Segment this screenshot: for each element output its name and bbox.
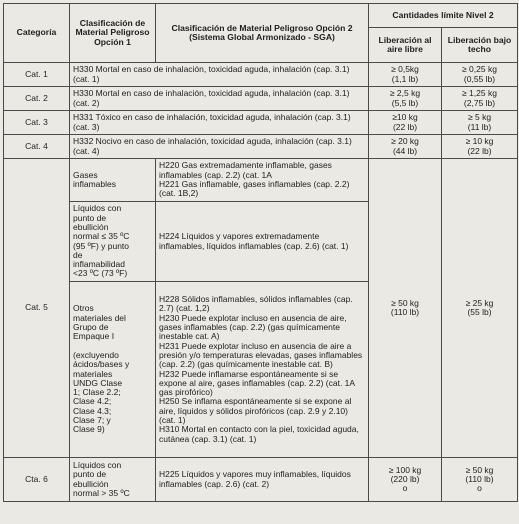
option-1-cell: Líquidos con punto de ebullición normal ≤ 35 ºC (95 ºF) y punto de inflamabilidad <23 ºC (73 ºF) [70,202,156,282]
category-cell: Cat. 1 [4,63,70,87]
header-categoria: Categoría [4,4,70,63]
table-row-cat-6 [4,458,518,502]
header-air-release: Liberación al aire libre [369,28,442,63]
classification-cell: H225 Líquidos y vapores muy inflamables, líquidos inflamables (cap. 2.6) (cat. 2) [156,458,369,502]
classification-cell: H224 Líquidos y vapores extremadamente inflamables, líquidos inflamables (cap. 2.6) (cat. 1) [156,202,369,282]
category-cell: Cat. 2 [4,87,70,111]
air-limit-cell: ≥ 0,5kg (1,1 lb) [369,63,442,87]
indoor-limit-cell: ≥ 25 kg (55 lb) [442,159,518,458]
air-limit-cell: ≥ 100 kg (220 lb) o [369,458,442,502]
indoor-limit-cell: ≥ 50 kg (110 lb) o [442,458,518,502]
table-row-cat-4 [4,135,518,159]
header-indoor-release: Liberación bajo techo [442,28,518,63]
category-cell: Cat. 4 [4,135,70,159]
classification-cell: H330 Mortal en caso de inhalación, toxicidad aguda, inhalación (cap. 3.1) (cat. 1) [70,63,369,87]
indoor-limit-cell: ≥ 10 kg (22 lb) [442,135,518,159]
table-row-cat-3 [4,111,518,135]
header-row-1 [4,4,518,28]
option-1-cell: Gases inflamables [70,159,156,202]
air-limit-cell: ≥ 50 kg (110 lb) [369,159,442,458]
classification-cell: H228 Sólidos inflamables, sólidos inflamables (cap. 2.7) (cat. 1,2) H230 Puede explotar incluso en ausencia de aire, gases inflamables (cap. 2.2) (gas químicamente inestable cat. A) H231 Puede explotar incluso en ausencia de aire a presión y/o temperaturas elevadas, gases inflamables (cap. 2.2) (gas químicamente inestable cat. B) H232 Puede inflamarse espontáneamente si se expone al aire, gases inflamables (cap. 2.2) (cat. 1A gas pirofórico) H250 Se inflama espontáneamente si se expone al aire, líquidos y sólidos pirofóricos (cap. 2.9 y 2.10) (cat. 1) H310 Mortal en contacto con la piel, toxicidad aguda, cutánea (cap. 3.1) (cat. 1) [156,282,369,458]
header-option-1: Clasificación de Material Peligroso Opción 1 [70,4,156,63]
category-cell: Cta. 6 [4,458,70,502]
category-cell: Cat. 5 [4,159,70,458]
hazmat-table [3,3,518,502]
option-1-cell: Otros materiales del Grupo de Empaque I (excluyendo ácidos/bases y materiales UNDG Clase 1; Clase 2.2; Clase 4.2; Clase 4.3; Clase 7; y Clase 9) [70,282,156,458]
indoor-limit-cell: ≥ 1,25 kg (2,75 lb) [442,87,518,111]
table-row-cat-2 [4,87,518,111]
classification-cell: H220 Gas extremadamente inflamable, gases inflamables (cap. 2.2) (cat. 1A H221 Gas inflamable, gases inflamables (cap. 2.2) (cat. 1B,2) [156,159,369,202]
header-limits: Cantidades límite Nivel 2 [369,4,518,28]
table-row-cat-1 [4,63,518,87]
indoor-limit-cell: ≥ 0,25 kg (0,55 lb) [442,63,518,87]
air-limit-cell: ≥ 20 kg (44 lb) [369,135,442,159]
classification-cell: H330 Mortal en caso de inhalación, toxicidad aguda, inhalación (cap. 3.1) (cat. 2) [70,87,369,111]
air-limit-cell: ≥ 2,5 kg (5,5 lb) [369,87,442,111]
classification-cell: H331 Tóxico en caso de inhalación, toxicidad aguda, inhalación (cap. 3.1) (cat. 3) [70,111,369,135]
air-limit-cell: ≥10 kg (22 lb) [369,111,442,135]
indoor-limit-cell: ≥ 5 kg (11 lb) [442,111,518,135]
table-row-cat-5-gases [4,159,518,202]
header-option-2: Clasificación de Material Peligroso Opción 2 (Sistema Global Armonizado - SGA) [156,4,369,63]
option-1-cell: Líquidos con punto de ebullición normal > 35 ºC [70,458,156,502]
category-cell: Cat. 3 [4,111,70,135]
classification-cell: H332 Nocivo en caso de inhalación, toxicidad aguda, inhalación (cap. 3.1) (cat. 4) [70,135,369,159]
